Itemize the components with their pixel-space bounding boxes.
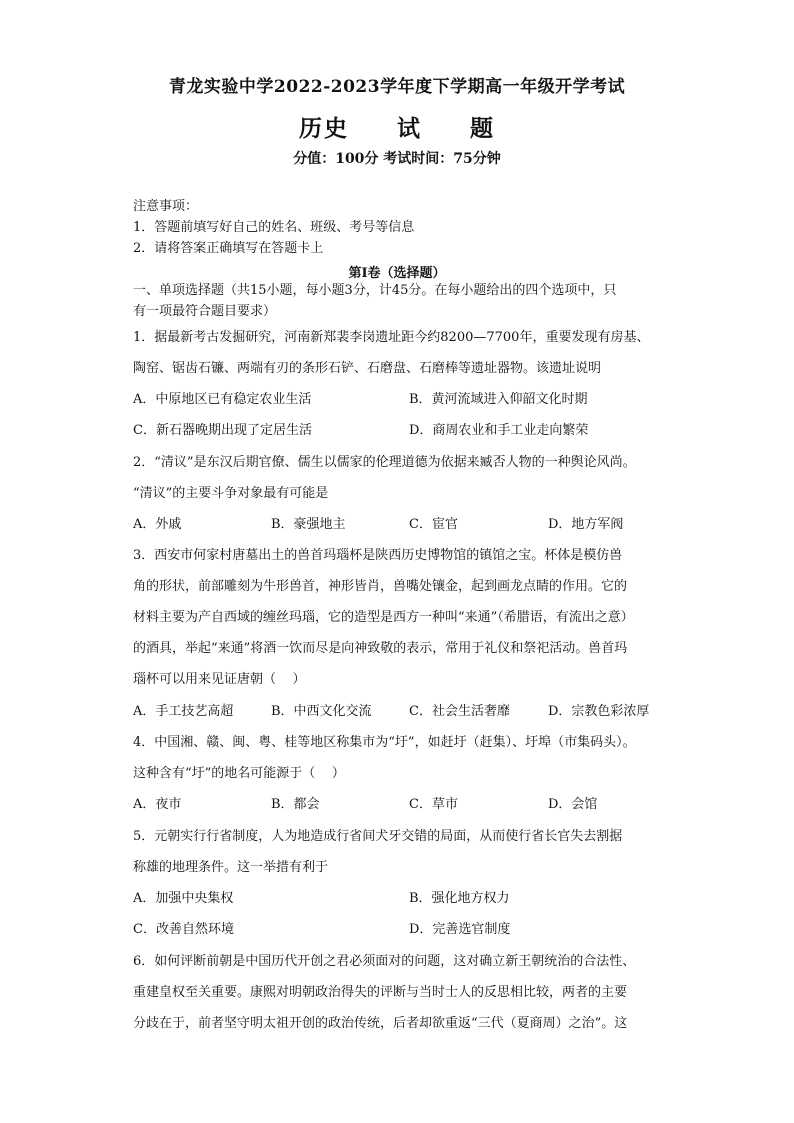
question-3-line: 瑙杯可以用来见证唐朝（ ） [133, 672, 306, 687]
school-exam-title: 青龙实验中学2022-2023学年度下学期高一年级开学考试 [168, 77, 626, 97]
question-5-line: 称雄的地理条件。这一举措有利于 [133, 860, 329, 875]
question-2-option-a: A．外戚 [133, 517, 182, 532]
question-2-option-d: D．地方军阀 [548, 517, 624, 532]
question-3-line: 材料主要为产自西域的缠丝玛瑙，它的造型是西方一种叫“来通”（希腊语，有流出之意） [133, 610, 634, 625]
question-3-line: 角的形状，前部雕刻为牛形兽首，神形皆肖，兽嘴处镶金，起到画龙点睛的作用。它的 [133, 579, 628, 594]
score-time-line: 分值：100分 考试时间：75分钟 [293, 151, 501, 167]
subject-title: 历史 试 题 [298, 115, 496, 142]
notice-item: 2．请将答案正确填写在答题卡上 [133, 241, 324, 256]
question-3-option-b: B．中西文化交流 [271, 704, 372, 719]
question-6-line: 分歧在于，前者坚守明太祖开创的政治传统，后者却欲重返“三代（夏商周）之治”。这 [133, 1016, 628, 1031]
question-2-option-b: B．豪强地主 [271, 517, 346, 532]
question-4-option-c: C．草市 [409, 797, 458, 812]
question-2-line: “清议”的主要斗争对象最有可能是 [133, 486, 329, 501]
section-title: 第I卷（选择题） [348, 266, 446, 281]
question-6-line: 6．如何评断前朝是中国历代开创之君必须面对的问题，这对确立新王朝统治的合法性、 [133, 954, 636, 969]
question-5-option-c: C．改善自然环境 [133, 922, 234, 937]
question-6-line: 重建皇权至关重要。康熙对明朝政治得失的评断与当时士人的反思相比较，两者的主要 [133, 985, 628, 1000]
question-1-option-d: D．商周农业和手工业走向繁荣 [409, 423, 589, 438]
question-3-line: 3．西安市何家村唐墓出土的兽首玛瑙杯是陕西历史博物馆的镇馆之宝。杯体是模仿兽 [133, 548, 623, 563]
question-5-option-d: D．完善选官制度 [409, 922, 511, 937]
question-1-option-c: C．新石器晚期出现了定居生活 [133, 423, 312, 438]
question-5-option-a: A．加强中央集权 [133, 891, 234, 906]
question-4-option-a: A．夜市 [133, 797, 182, 812]
section-instructions: 有一项最符合题目要求） [133, 304, 277, 319]
question-3-option-a: A．手工技艺高超 [133, 704, 234, 719]
question-4-line: 这种含有“圩”的地名可能源于（ ） [133, 766, 345, 781]
question-3-line: 的酒具，举起“来通”将酒一饮而尽是向神致敬的表示，常用于礼仪和祭祀活动。兽首玛 [133, 641, 628, 656]
question-4-option-b: B．都会 [271, 797, 320, 812]
notice-heading: 注意事项： [133, 199, 199, 214]
notice-item: 1．答题前填写好自己的姓名、班级、考号等信息 [133, 220, 415, 235]
question-1-line: 1．据最新考古发掘研究，河南新郑裴李岗遗址距今约8200—7700年，重要发现有房基、 [133, 330, 650, 345]
question-5-option-b: B．强化地方权力 [409, 891, 510, 906]
question-2-line: 2．“清议”是东汉后期官僚、儒生以儒家的伦理道德为依据来臧否人物的一种舆论风尚。 [133, 455, 636, 470]
question-5-line: 5．元朝实行行省制度，人为地造成行省间犬牙交错的局面，从而使行省长官失去割据 [133, 829, 623, 844]
question-4-option-d: D．会馆 [548, 797, 598, 812]
section-instructions: 一、单项选择题（共15小题，每小题3分，计45分。在每小题给出的四个选项中，只 [133, 283, 617, 298]
question-2-option-c: C．宦官 [409, 517, 458, 532]
question-1-line: 陶窑、锯齿石镰、两端有刃的条形石铲、石磨盘、石磨棒等遗址器物。该遗址说明 [133, 361, 602, 376]
question-1-option-b: B．黄河流域进入仰韶文化时期 [409, 392, 588, 407]
question-1-option-a: A．中原地区已有稳定农业生活 [133, 392, 312, 407]
question-3-option-c: C．社会生活奢靡 [409, 704, 510, 719]
question-3-option-d: D．宗教色彩浓厚 [548, 704, 650, 719]
question-4-line: 4．中国湘、赣、闽、粤、桂等地区称集市为“圩”，如赶圩（赶集）、圩埠（市集码头）。 [133, 735, 636, 750]
